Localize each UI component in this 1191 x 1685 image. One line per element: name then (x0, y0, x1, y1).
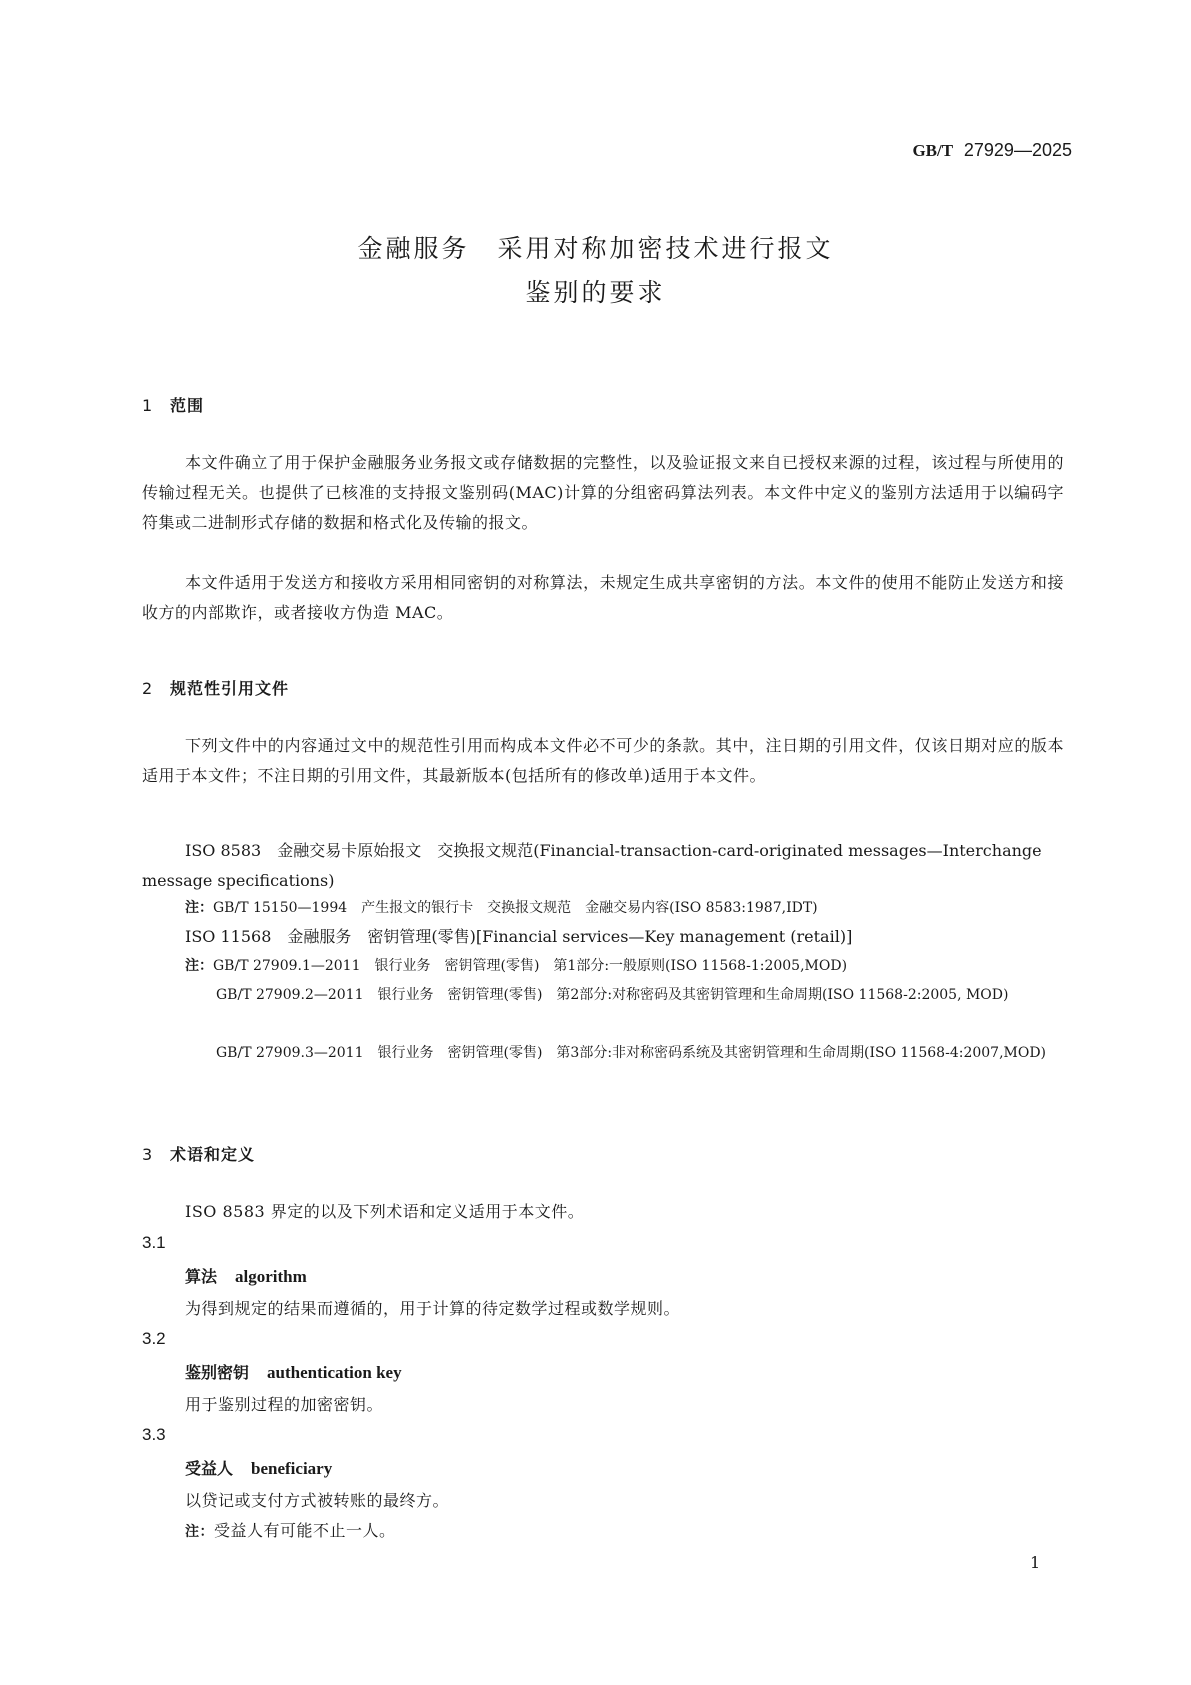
standard-prefix: GB/T (912, 141, 954, 160)
reference-note (185, 952, 1065, 981)
section-title: 范围 (170, 396, 205, 415)
scope-paragraph-2: 本文件适用于发送方和接收方采用相同密钥的对称算法，未规定生成共享密钥的方法。本文件的使用不能防止发送方和接收方的内部欺诈，或者接收方伪造 MAC。 (142, 573, 1064, 622)
section-number: 2 (142, 679, 154, 698)
standard-number (912, 140, 1072, 161)
reference-iso-8583: ISO 8583 金融交易卡原始报文 交换报文规范(Financial-transaction-card-originated messages—Interchange message specifications) (142, 841, 1042, 890)
term-zh: 受益人 (185, 1459, 234, 1478)
term-number: 3.2 (142, 1329, 166, 1348)
term-number: 3.1 (142, 1233, 166, 1252)
document-title-line-1: 金融服务 采用对称加密技术进行报文 (357, 234, 834, 263)
note-text: 受益人有可能不止一人。 (214, 1521, 396, 1540)
section-3-heading (142, 1142, 255, 1165)
term-number: 3.3 (142, 1425, 166, 1444)
section-number: 1 (142, 396, 154, 415)
section-2-heading (142, 676, 289, 699)
note-text: GB/T 27909.1—2011 银行业务 密钥管理(零售) 第1部分:一般原则(ISO 11568-1:2005,MOD) (213, 958, 848, 974)
term-title (185, 1360, 402, 1383)
term-definition: 用于鉴别过程的加密密钥。 (185, 1395, 384, 1414)
note-label: 注： (185, 1524, 214, 1540)
section-title: 术语和定义 (170, 1145, 256, 1164)
reference-note-continued: GB/T 27909.2—2011 银行业务 密钥管理(零售) 第2部分:对称密码及其密钥管理和生命周期(ISO 11568-2:2005, MOD) (216, 987, 1009, 1003)
terms-intro: ISO 8583 界定的以及下列术语和定义适用于本文件。 (185, 1202, 585, 1221)
document-title-line-2: 鉴别的要求 (525, 278, 666, 307)
normative-references-intro: 下列文件中的内容通过文中的规范性引用而构成本文件必不可少的条款。其中，注日期的引用文件，仅该日期对应的版本适用于本文件；不注日期的引用文件，其最新版本(包括所有的修改单)适用于本文件。 (142, 736, 1064, 785)
reference-note (185, 894, 1065, 923)
term-zh: 鉴别密钥 (185, 1363, 250, 1382)
section-1-heading (142, 393, 204, 416)
note-label: 注： (185, 958, 213, 974)
section-number: 3 (142, 1145, 154, 1164)
term-note (185, 1516, 396, 1547)
page-number: 1 (1030, 1553, 1041, 1572)
term-zh: 算法 (185, 1267, 218, 1286)
term-title (185, 1456, 332, 1479)
scope-paragraph-1: 本文件确立了用于保护金融服务业务报文或存储数据的完整性，以及验证报文来自已授权来源的过程，该过程与所使用的传输过程无关。也提供了已核准的支持报文鉴别码(MAC)计算的分组密码算法列表。本文件中定义的鉴别方法适用于以编码字符集或二进制形式存储的数据和格式化及传输的报文。 (142, 453, 1064, 532)
reference-note-continued: GB/T 27909.3—2011 银行业务 密钥管理(零售) 第3部分:非对称密码系统及其密钥管理和生命周期(ISO 11568-4:2007,MOD) (216, 1045, 1047, 1061)
term-en: algorithm (235, 1267, 307, 1286)
note-text: GB/T 15150—1994 产生报文的银行卡 交换报文规范 金融交易内容(ISO 8583:1987,IDT) (213, 900, 818, 916)
term-title (185, 1264, 307, 1287)
term-en: authentication key (267, 1363, 402, 1382)
term-definition: 为得到规定的结果而遵循的，用于计算的待定数学过程或数学规则。 (185, 1299, 681, 1318)
term-en: beneficiary (251, 1459, 333, 1478)
note-label: 注： (185, 900, 213, 916)
term-definition: 以贷记或支付方式被转账的最终方。 (185, 1491, 450, 1510)
reference-iso-11568: ISO 11568 金融服务 密钥管理(零售)[Financial services—Key management (retail)] (185, 927, 853, 946)
section-title: 规范性引用文件 (170, 679, 290, 698)
standard-code: 27929—2025 (963, 140, 1072, 160)
